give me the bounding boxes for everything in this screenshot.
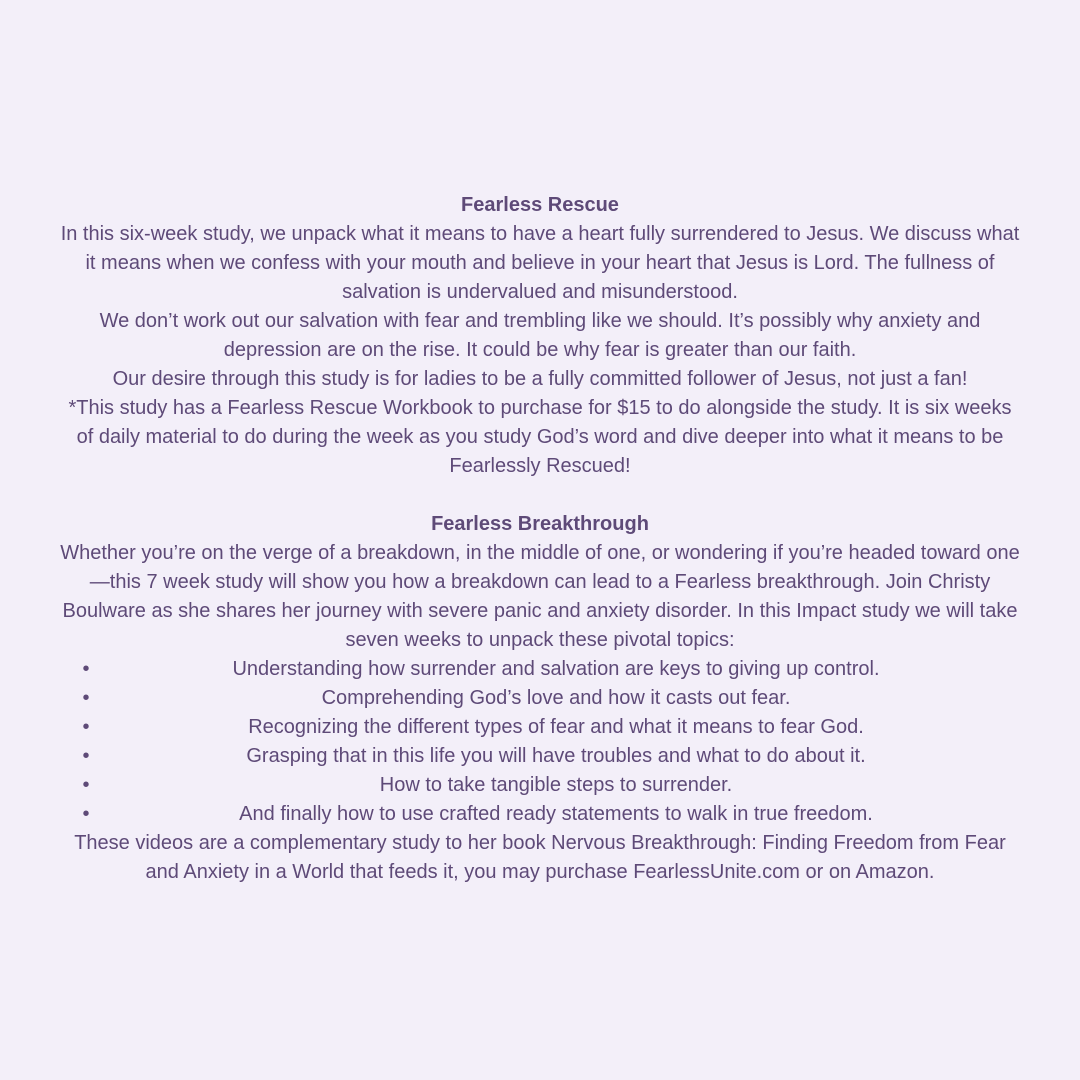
- rescue-paragraph-3: Our desire through this study is for ladies to be a fully committed follower of Jesus, not just a fan!: [112, 368, 968, 390]
- rescue-paragraph-4: *This study has a Fearless Rescue Workbook to purchase for $15 to do alongside the study. It is six weeks of daily material to do during the week as you study God’s word and dive deeper into what it means to be Fearlessly Rescued!: [68, 397, 1012, 477]
- breakthrough-closing: These videos are a complementary study to her book Nervous Breakthrough: Finding Freedom from Fear and Anxiety in a World that feeds it, you may purchase FearlessUnite.com or on Amazon.: [74, 832, 1006, 883]
- breakthrough-intro: Whether you’re on the verge of a breakdown, in the middle of one, or wondering if you’re headed toward one—this 7 week study will show you how a breakdown can lead to a Fearless breakthrough. Join Christy Boulware as she shares her journey with severe panic and anxiety disorder. In this Impact study we will take seven weeks to unpack these pivotal topics:: [60, 542, 1020, 651]
- section-title-fearless-breakthrough: Fearless Breakthrough: [431, 513, 649, 535]
- list-item: [60, 713, 1020, 742]
- bullet-icon: •: [82, 687, 90, 709]
- bullet-icon: •: [82, 745, 90, 767]
- content-block: [60, 191, 1020, 887]
- topic-text: And finally how to use crafted ready statements to walk in true freedom.: [239, 803, 873, 825]
- rescue-paragraph-1: In this six-week study, we unpack what it means to have a heart fully surrendered to Jesus. We discuss what it means when we confess with your mouth and believe in your heart that Jesus is Lord. The fullness of salvation is undervalued and misunderstood.: [60, 223, 1020, 303]
- bullet-icon: •: [82, 803, 90, 825]
- rescue-paragraph-2: We don’t work out our salvation with fear and trembling like we should. It’s possibly why anxiety and depression are on the rise. It could be why fear is greater than our faith.: [99, 310, 981, 361]
- list-item: [60, 684, 1020, 713]
- section-title-fearless-rescue: Fearless Rescue: [461, 194, 619, 216]
- topic-text: Recognizing the different types of fear and what it means to fear God.: [248, 716, 864, 738]
- bullet-icon: •: [82, 716, 90, 738]
- list-item: [60, 800, 1020, 829]
- topic-text: Understanding how surrender and salvation are keys to giving up control.: [232, 658, 880, 680]
- list-item: [60, 742, 1020, 771]
- topics-list: [60, 655, 1020, 829]
- topic-text: Comprehending God’s love and how it casts out fear.: [321, 687, 791, 709]
- section-fearless-breakthrough: [60, 510, 1020, 887]
- list-item: [60, 655, 1020, 684]
- topic-text: How to take tangible steps to surrender.: [379, 774, 733, 796]
- bullet-icon: •: [82, 774, 90, 796]
- section-spacer: [60, 481, 1020, 510]
- bullet-icon: •: [82, 658, 90, 680]
- topic-text: Grasping that in this life you will have troubles and what to do about it.: [246, 745, 866, 767]
- section-fearless-rescue: [60, 191, 1020, 481]
- list-item: [60, 771, 1020, 800]
